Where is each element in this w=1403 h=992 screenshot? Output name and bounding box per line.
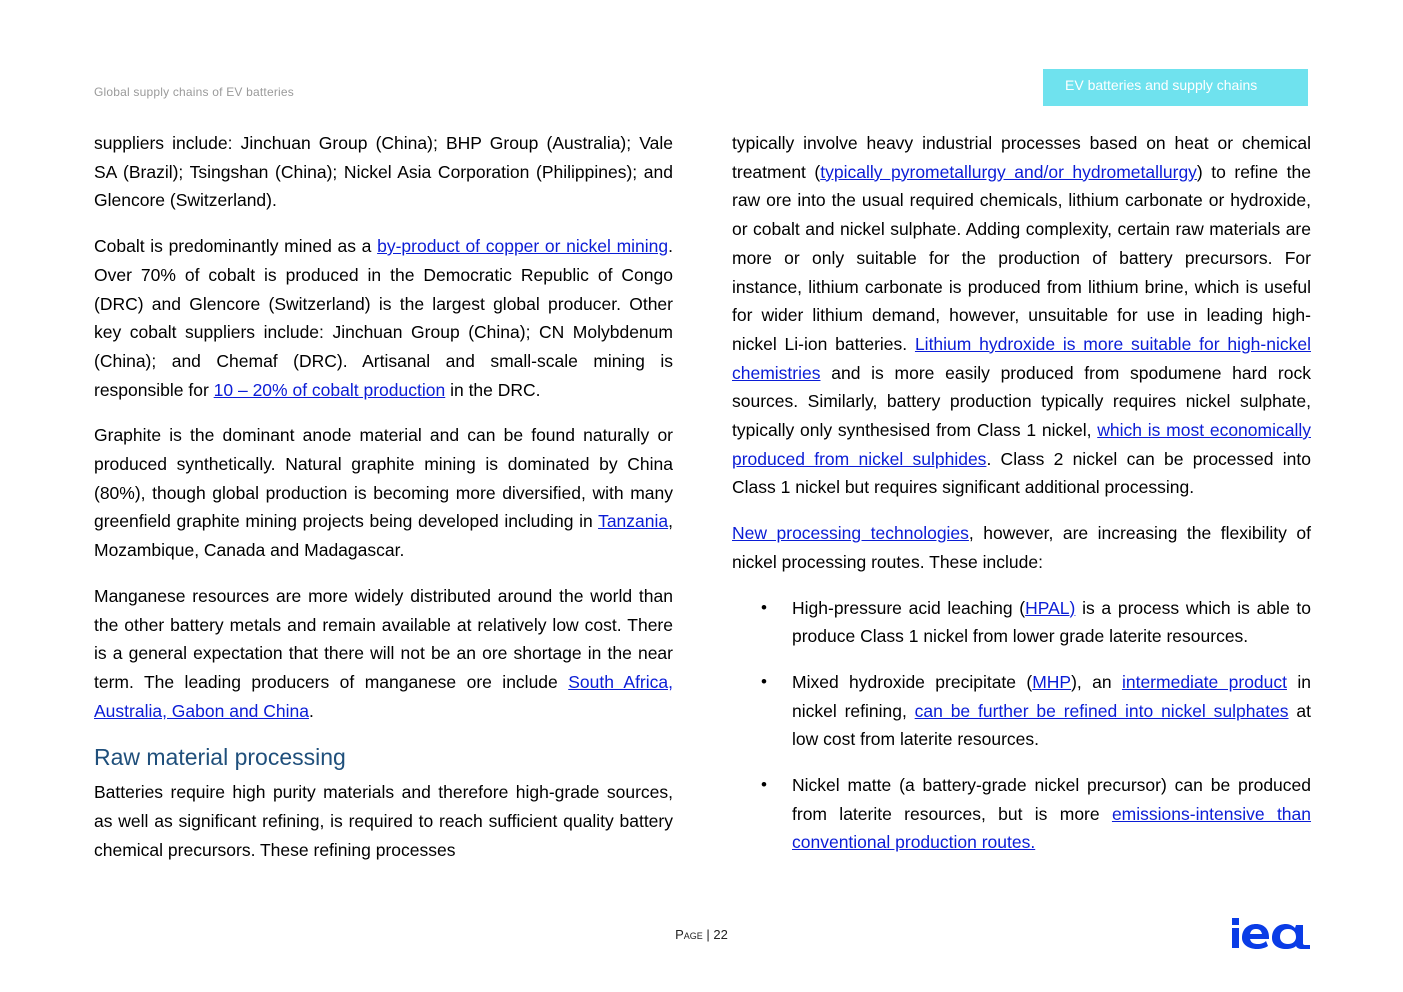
text: Cobalt is predominantly mined as a: [94, 236, 378, 257]
link-hpal[interactable]: HPAL): [1025, 597, 1076, 618]
text: Graphite is the dominant anode material and can be found naturally or produced synthetically. Natural graphite mining is dominated by China (80%), though global production is becoming more diversified, with many greenfield graphite mining projects being developed including in: [94, 425, 673, 532]
text: in nickel refining,: [792, 671, 1311, 721]
paragraph-graphite: [94, 421, 673, 565]
section-tab-label: EV batteries and supply chains: [1065, 77, 1258, 93]
page-separator: |: [702, 927, 714, 942]
left-column: [94, 129, 673, 864]
link-new-processing-technologies[interactable]: New processing technologies: [732, 523, 969, 544]
link-cobalt-byproduct[interactable]: by-product of copper or nickel mining: [377, 236, 669, 257]
text: . Over 70% of cobalt is produced in the Democratic Republic of Congo (DRC) and Glencore (Switzerland) is the largest global producer. Other key cobalt suppliers include: Jinchuan Group (China); CN Molybdenum (China); and Chemaf (DRC). Artisanal and small-scale mining is responsible for: [94, 236, 673, 400]
bullet-list: [732, 594, 1311, 858]
page-number: [0, 927, 1403, 942]
paragraph-manganese: [94, 582, 673, 726]
paragraph-new-technologies: [732, 519, 1311, 576]
link-cobalt-artisanal[interactable]: 10 – 20% of cobalt production: [213, 379, 446, 400]
text: typically involve heavy industrial processes based on heat or chemical treatment (: [732, 133, 1311, 182]
text: .: [309, 700, 314, 721]
text: . Class 2 nickel can be processed into Class 1 nickel but requires significant additional processing.: [732, 448, 1311, 498]
logo-dot: [1232, 918, 1239, 925]
link-refined-into-sulphates[interactable]: can be further be refined into nickel sulphates: [914, 700, 1289, 721]
page-label: Page: [675, 927, 703, 942]
text: High-pressure acid leaching (: [792, 597, 1026, 618]
text: at low cost from laterite resources.: [792, 700, 1311, 750]
text: is a process which is able to produce Class 1 nickel from lower grade laterite resources.: [792, 597, 1311, 647]
section-tab: [1043, 69, 1308, 106]
text: Manganese resources are more widely distributed around the world than the other battery metals and remain available at relatively low cost. There is a general expectation that there will not be an ore shortage in the near term. The leading producers of manganese ore include: [94, 585, 673, 692]
section-heading: Raw material processing: [94, 744, 346, 771]
link-emissions-intensive[interactable]: emissions-intensive than conventional production routes.: [792, 803, 1312, 853]
paragraph-refining: [732, 129, 1311, 502]
iea-logo: [1232, 914, 1310, 950]
bullet-icon: •: [761, 597, 767, 617]
bullet-icon: •: [761, 775, 767, 795]
list-item: [761, 668, 1311, 754]
running-title: Global supply chains of EV batteries: [94, 85, 294, 99]
page-number-value: 22: [713, 927, 728, 942]
paragraph-cobalt: [94, 232, 673, 404]
text: , however, are increasing the flexibility of nickel processing routes. These include:: [732, 523, 1311, 572]
list-item: [761, 594, 1311, 651]
link-pyrometallurgy[interactable]: typically pyrometallurgy and/or hydrometallurgy: [820, 161, 1197, 182]
text: Mixed hydroxide precipitate (: [792, 671, 1033, 692]
link-mhp[interactable]: MHP: [1032, 671, 1072, 692]
logo-e: [1242, 924, 1269, 949]
link-lithium-hydroxide[interactable]: Lithium hydroxide is more suitable for high-nickel chemistries: [732, 333, 1311, 383]
text: and is more easily produced from spodumene hard rock sources. Similarly, battery production typically requires nickel sulphate, typically only synthesised from Class 1 nickel,: [732, 362, 1311, 441]
text: , Mozambique, Canada and Madagascar.: [94, 511, 673, 561]
bullet-icon: •: [761, 671, 767, 691]
logo-a: [1272, 924, 1310, 949]
list-item: [761, 771, 1312, 857]
text: ) to refine the raw ore into the usual required chemicals, lithium carbonate or hydroxide, or cobalt and nickel sulphate. Adding complexity, certain raw materials are more or only suitable for the production of battery precursors. For instance, lithium carbonate is produced from lithium brine, which is useful for wider lithium demand, however, unsuitable for use in leading high-nickel Li-ion batteries.: [732, 161, 1311, 354]
right-column: [732, 129, 1311, 874]
link-tanzania[interactable]: Tanzania: [598, 511, 669, 532]
link-manganese-producers[interactable]: South Africa, Australia, Gabon and China: [94, 671, 673, 721]
link-intermediate-product[interactable]: intermediate product: [1121, 671, 1287, 692]
text: ), an: [1071, 671, 1122, 692]
text: in the DRC.: [445, 379, 541, 400]
logo-stem: [1232, 928, 1239, 948]
paragraph-nickel-suppliers: suppliers include: Jinchuan Group (China); BHP Group (Australia); Vale SA (Brazil); Tsingshan (China); Nickel Asia Corporation (Philippines); and Glencore (Switzerland).: [94, 133, 673, 211]
link-nickel-sulphides[interactable]: which is most economically produced from nickel sulphides: [732, 420, 1311, 469]
text: Nickel matte (a battery-grade nickel precursor) can be produced from laterite resources, but is more: [792, 775, 1311, 824]
paragraph-processing: Batteries require high purity materials and therefore high-grade sources, as well as significant refining, is required to reach sufficient quality battery chemical precursors. These refining processes: [94, 782, 673, 860]
